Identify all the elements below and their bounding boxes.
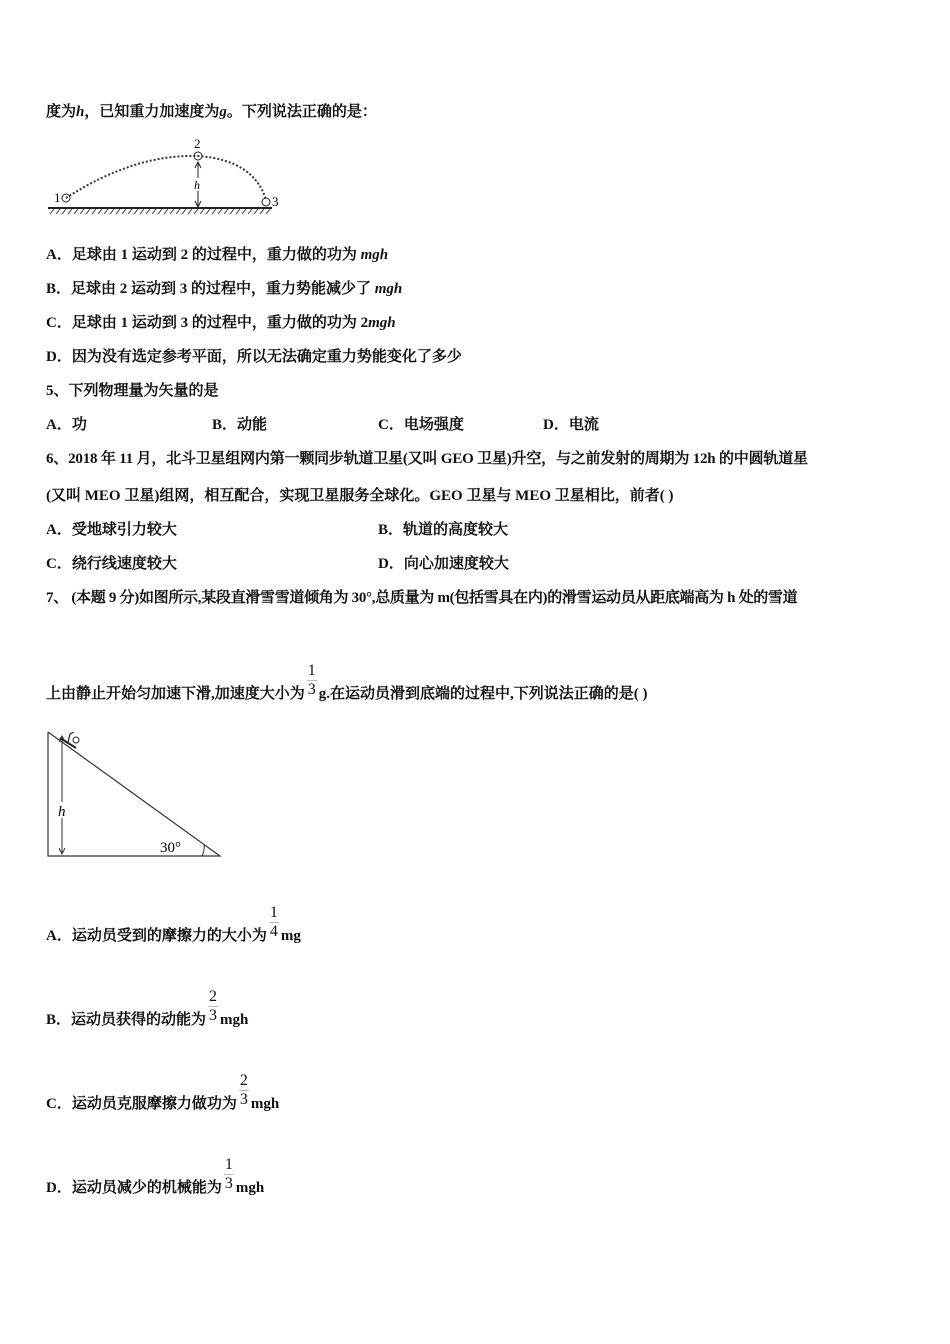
var-h: h: [76, 104, 85, 120]
q5-option-b: B．动能: [212, 417, 268, 433]
text: C．运动员克服摩擦力做功为: [46, 1095, 237, 1112]
numerator: 2: [239, 1072, 248, 1089]
denominator: 3: [224, 1175, 233, 1192]
label-h: h: [194, 178, 200, 192]
text: B．运动员获得的动能为: [46, 1011, 207, 1028]
q4-stem: [46, 102, 377, 122]
text: C．足球由 1 运动到 3 的过程中，重力做的功为 2: [46, 315, 369, 331]
label-1: 1: [54, 190, 61, 205]
text: D．运动员减少的机械能为: [46, 1179, 222, 1196]
q7-option-c: [46, 1072, 280, 1123]
text: A．足球由 1 运动到 2 的过程中，重力做的功为: [46, 247, 361, 263]
numerator: 1: [307, 662, 316, 679]
q7-stem-line1: 7、 (本题 9 分)如图所示,某段直滑雪雪道倾角为 30°,总质量为 m(包括雪具在内)的滑雪运动员从距底端高为 h 处的雪道: [46, 590, 798, 606]
text: g.在运动员滑到底端的过程中,下列说法正确的是( ): [318, 685, 648, 702]
label-2: 2: [194, 136, 201, 151]
q7-stem-line2: [46, 662, 648, 713]
text: ，已知重力加速度为: [84, 104, 220, 120]
numerator: 1: [269, 904, 278, 921]
numerator: 1: [224, 1156, 233, 1173]
q6-stem-line2: (又叫 MEO 卫星)组网，相互配合，实现卫星服务全球化。GEO 卫星与 MEO 卫星相比，前者( ): [46, 488, 674, 504]
q4-option-c: [46, 313, 396, 333]
denominator: 4: [269, 923, 278, 940]
text: mg: [280, 927, 301, 944]
q4-option-b: [46, 279, 402, 299]
text: D．因为没有选定参考平面，所以无法确定重力势能变化了多少: [46, 349, 462, 365]
q5-option-a: A．功: [46, 417, 87, 433]
fraction: [269, 904, 279, 941]
text: 度为: [46, 104, 77, 120]
q6-stem-line1: 6、2018 年 11 月，北斗卫星组网内第一颗同步轨道卫星(又叫 GEO 卫星)升空，与之前发射的周期为 12h 的中圆轨道星: [46, 451, 808, 467]
label-angle: 30°: [160, 840, 181, 856]
q5-option-c: C．电场强度: [378, 417, 464, 433]
label-h: h: [58, 804, 66, 820]
q6-option-b: B．轨道的高度较大: [378, 522, 509, 538]
numerator: 2: [209, 988, 218, 1005]
fraction: [224, 1156, 234, 1193]
text: 。下列说法正确的是：: [226, 104, 377, 120]
q7-option-d: [46, 1156, 265, 1207]
q7-option-b: [46, 988, 249, 1039]
q6-option-a: A．受地球引力较大: [46, 522, 177, 538]
text: A．运动员受到的摩擦力的大小为: [46, 927, 267, 944]
q4-option-a: [46, 245, 388, 265]
q4-option-d: [46, 347, 462, 367]
fraction: [208, 988, 218, 1025]
fraction: [239, 1072, 249, 1109]
text: B．足球由 2 运动到 3 的过程中，重力势能减少了: [46, 281, 375, 297]
text: mgh: [368, 315, 396, 331]
label-3: 3: [272, 194, 279, 209]
q6-option-d: D．向心加速度较大: [378, 556, 509, 572]
denominator: 3: [307, 681, 316, 698]
text: mgh: [220, 1011, 249, 1028]
text: 上由静止开始匀加速下滑,加速度大小为: [46, 685, 305, 702]
q6-option-c: C．绕行线速度较大: [46, 556, 177, 572]
text: mgh: [250, 1095, 280, 1112]
text: mgh: [374, 281, 403, 297]
denominator: 3: [209, 1007, 218, 1024]
denominator: 3: [239, 1091, 248, 1108]
text: mgh: [235, 1179, 265, 1196]
ski-slope-figure: [44, 732, 226, 862]
var-g: g: [219, 104, 227, 120]
q7-option-a: [46, 904, 301, 955]
fraction: [307, 662, 317, 699]
q5-option-d: D．电流: [543, 417, 599, 433]
football-trajectory-figure: [44, 132, 284, 216]
q5-stem: 5、下列物理量为矢量的是: [46, 383, 219, 399]
text: mgh: [360, 247, 389, 263]
